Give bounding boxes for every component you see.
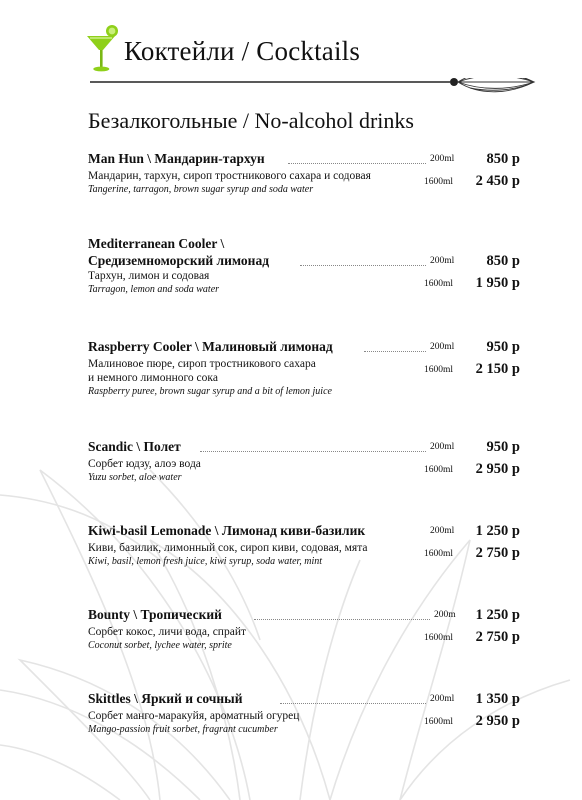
header-whisk-rule-icon <box>90 78 544 108</box>
menu-item <box>88 522 520 572</box>
section-title: Безалкогольные / No-alcohol drinks <box>88 108 414 133</box>
price-large: 2 150 р <box>475 361 520 377</box>
price-small: 1 350 р <box>475 691 520 707</box>
item-description-line: Сорбет юдзу, алоэ вода <box>88 458 201 470</box>
item-description-line: Малиновое пюре, сироп тростникового сахара <box>88 358 316 370</box>
item-name-line: Mediterranean Cooler \ <box>88 236 225 251</box>
page-header <box>84 24 544 94</box>
item-description-ru <box>88 541 520 555</box>
item-name-line: Raspberry Cooler \ Малиновый лимонад <box>88 339 333 354</box>
volume-small: 200ml <box>430 442 455 452</box>
dotted-leader <box>300 265 426 266</box>
item-name <box>88 438 520 455</box>
volume-small: 200ml <box>430 526 455 536</box>
volume-small: 200ml <box>430 342 455 352</box>
dotted-leader <box>288 163 426 164</box>
page-title: Коктейли / Cocktails <box>124 36 361 66</box>
price-small: 850 р <box>486 151 520 167</box>
price-small: 950 р <box>486 339 520 355</box>
item-description-line: Киви, базилик, лимонный сок, сироп киви, содовая, мята <box>88 542 368 554</box>
price-large: 2 750 р <box>475 629 520 645</box>
item-description-ru <box>88 269 520 283</box>
item-description-line: и немного лимонного сока <box>88 372 218 384</box>
dotted-leader <box>254 619 430 620</box>
volume-large: 1600ml <box>424 549 454 559</box>
cocktail-glass-icon <box>84 24 120 76</box>
item-description-en: Kiwi, basil, lemon fresh juice, kiwi syrup, soda water, mint <box>88 556 323 567</box>
item-name-line: Skittles \ Яркий и сочный <box>88 691 243 706</box>
volume-large: 1600ml <box>424 717 454 727</box>
item-description-ru <box>88 357 520 385</box>
item-description-line: Сорбет манго-маракуйя, ароматный огурец <box>88 710 300 722</box>
menu-item <box>88 235 520 310</box>
price-large: 2 950 р <box>475 713 520 729</box>
item-description-en: Mango-passion fruit sorbet, fragrant cucumber <box>88 724 278 735</box>
item-description-ru <box>88 457 520 471</box>
item-description-en: Tangerine, tarragon, brown sugar syrup and soda water <box>88 184 314 195</box>
item-name <box>88 338 520 355</box>
dotted-leader <box>280 703 426 704</box>
item-description-en: Raspberry puree, brown sugar syrup and a bit of lemon juice <box>88 386 332 397</box>
item-description-ru <box>88 169 520 183</box>
menu-item <box>88 606 520 656</box>
volume-small: 200ml <box>430 256 455 266</box>
volume-small: 200ml <box>430 694 455 704</box>
price-large: 2 450 р <box>475 173 520 189</box>
volume-large: 1600ml <box>424 465 454 475</box>
item-description-ru <box>88 709 520 723</box>
price-small: 950 р <box>486 439 520 455</box>
menu-item <box>88 690 520 740</box>
price-large: 1 950 р <box>475 275 520 291</box>
item-name <box>88 690 520 707</box>
item-description-line: Тархун, лимон и содовая <box>88 270 210 282</box>
price-large: 2 750 р <box>475 545 520 561</box>
dotted-leader <box>200 451 426 452</box>
item-name-line: Kiwi-basil Lemonade \ Лимонад киви-базилик <box>88 523 366 538</box>
item-description-en: Coconut sorbet, lychee water, sprite <box>88 640 232 651</box>
price-small: 850 р <box>486 253 520 269</box>
volume-large: 1600ml <box>424 633 454 643</box>
volume-large: 1600ml <box>424 177 454 187</box>
item-name-line: Bounty \ Тропический <box>88 607 222 622</box>
item-name-line: Scandic \ Полет <box>88 439 181 454</box>
menu-item <box>88 438 520 488</box>
item-description-en: Yuzu sorbet, aloe water <box>88 472 182 483</box>
item-description-ru <box>88 625 520 639</box>
price-large: 2 950 р <box>475 461 520 477</box>
volume-small: 200ml <box>430 154 455 164</box>
item-description-line: Сорбет кокос, личи вода, спрайт <box>88 626 246 638</box>
volume-large: 1600ml <box>424 365 454 375</box>
item-name <box>88 235 520 269</box>
item-description-en: Tarragon, lemon and soda water <box>88 284 220 295</box>
price-small: 1 250 р <box>475 607 520 623</box>
item-description-line: Мандарин, тархун, сироп тростникового сахара и содовая <box>88 170 371 182</box>
item-name <box>88 522 520 539</box>
volume-large: 1600ml <box>424 279 454 289</box>
volume-small: 200m <box>434 610 456 620</box>
price-small: 1 250 р <box>475 523 520 539</box>
menu-item <box>88 338 520 408</box>
item-name <box>88 150 520 167</box>
menu-item <box>88 150 520 210</box>
item-name-line: Man Hun \ Мандарин-тархун <box>88 151 265 166</box>
item-name-line: Средиземноморский лимонад <box>88 253 270 268</box>
dotted-leader <box>364 351 426 352</box>
